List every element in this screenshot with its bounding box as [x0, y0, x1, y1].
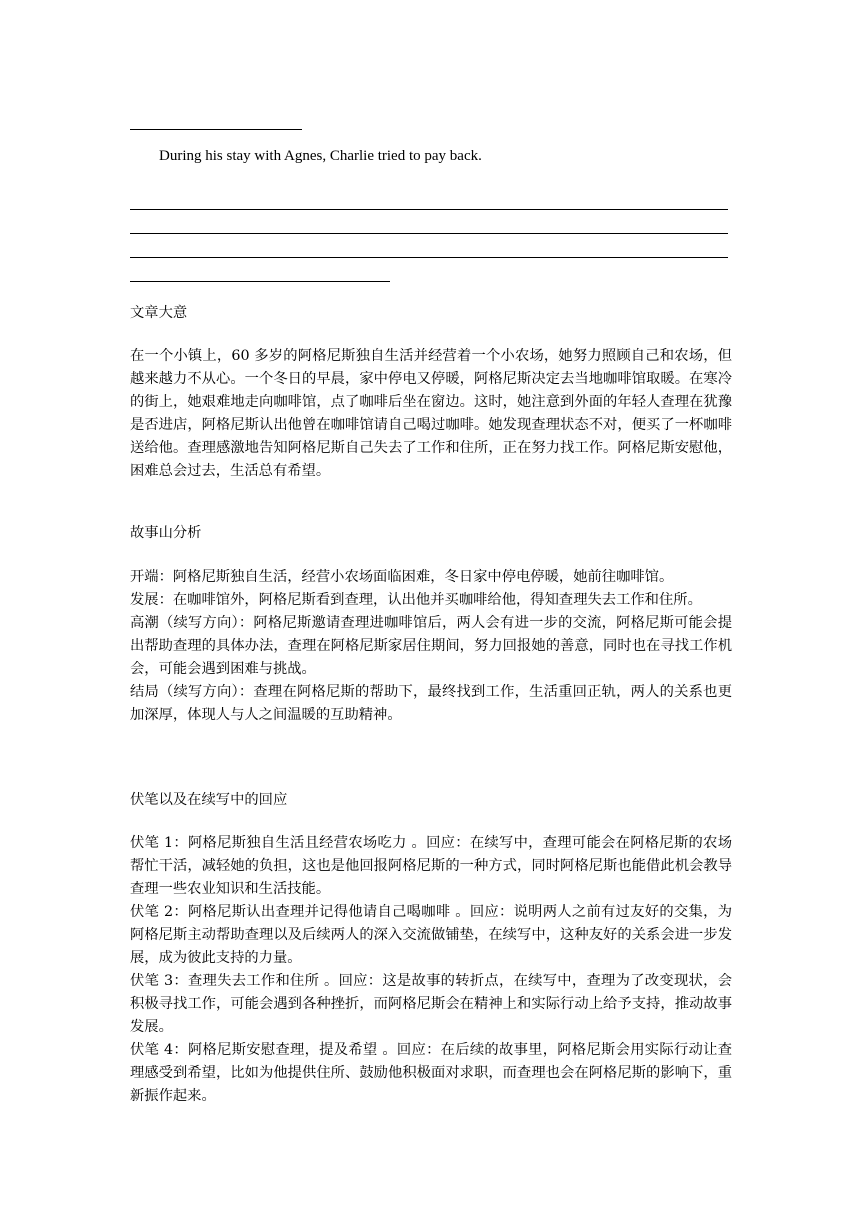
foreshadowing-item-3: 伏笔 3：查理失去工作和住所 。回应：这是故事的转折点，在续写中，查理为了改变现状，会积极寻找工作，可能会遇到各种挫折，而阿格尼斯会在精神上和实际行动上给予支持，推动故事发展。 [130, 973, 732, 1035]
answer-blank-line [130, 129, 302, 130]
foreshadowing-section [130, 832, 732, 1108]
story-mountain-ending: 结局（续写方向）：查理在阿格尼斯的帮助下，最终找到工作，生活重回正轨，两人的关系也更加深厚，体现人与人之间温暖的互助精神。 [130, 684, 732, 723]
story-mountain-section [130, 566, 732, 727]
story-mountain-beginning: 开端：阿格尼斯独自生活，经营小农场面临困难，冬日家中停电停暖，她前往咖啡馆。 [130, 569, 674, 585]
story-mountain-development: 发展：在咖啡馆外，阿格尼斯看到查理，认出他并买咖啡给他，得知查理失去工作和住所。 [130, 592, 702, 608]
answer-line [130, 233, 728, 234]
story-mountain-climax: 高潮（续写方向）：阿格尼斯邀请查理进咖啡馆后，两人会有进一步的交流，阿格尼斯可能会提出帮助查理的具体办法，查理在阿格尼斯家居住期间，努力回报她的善意，同时也在寻找工作机会，可能会遇到困难与挑战。 [130, 615, 732, 677]
summary-paragraph: 在一个小镇上，60 多岁的阿格尼斯独自生活并经营着一个小农场，她努力照顾自己和农场，但越来越力不从心。一个冬日的早晨，家中停电又停暖，阿格尼斯决定去当地咖啡馆取暖。在寒冷的街上，她艰难地走向咖啡馆，点了咖啡后坐在窗边。这时，她注意到外面的年轻人查理在犹豫是否进店，阿格尼斯认出他曾在咖啡馆请自己喝过咖啡。她发现查理状态不对，便买了一杯咖啡送给他。查理感激地告知阿格尼斯自己失去了工作和住所，正在努力找工作。阿格尼斯安慰他，困难总会过去，生活总有希望。 [130, 348, 732, 479]
foreshadowing-item-4: 伏笔 4：阿格尼斯安慰查理，提及希望 。回应：在后续的故事里，阿格尼斯会用实际行动让查理感受到希望，比如为他提供住所、鼓励他积极面对求职，而查理也会在阿格尼斯的影响下，重新振作起来。 [130, 1042, 732, 1104]
continuation-prompt-sentence: During his stay with Agnes, Charlie tried to pay back. [159, 148, 482, 164]
answer-line [130, 281, 390, 282]
foreshadowing-item-2: 伏笔 2：阿格尼斯认出查理并记得他请自己喝咖啡 。回应：说明两人之前有过友好的交集，为阿格尼斯主动帮助查理以及后续两人的深入交流做铺垫，在续写中，这种友好的关系会进一步发展，成为彼此支持的力量。 [130, 904, 732, 966]
story-mountain-heading: 故事山分析 [130, 525, 202, 541]
answer-line [130, 257, 728, 258]
answer-line [130, 209, 728, 210]
foreshadowing-heading: 伏笔以及在续写中的回应 [130, 792, 288, 808]
summary-heading: 文章大意 [130, 305, 188, 321]
foreshadowing-item-1: 伏笔 1：阿格尼斯独自生活且经营农场吃力 。回应：在续写中，查理可能会在阿格尼斯的农场帮忙干活，减轻她的负担，这也是他回报阿格尼斯的一种方式，同时阿格尼斯也能借此机会教导查理一些农业知识和生活技能。 [130, 835, 732, 897]
